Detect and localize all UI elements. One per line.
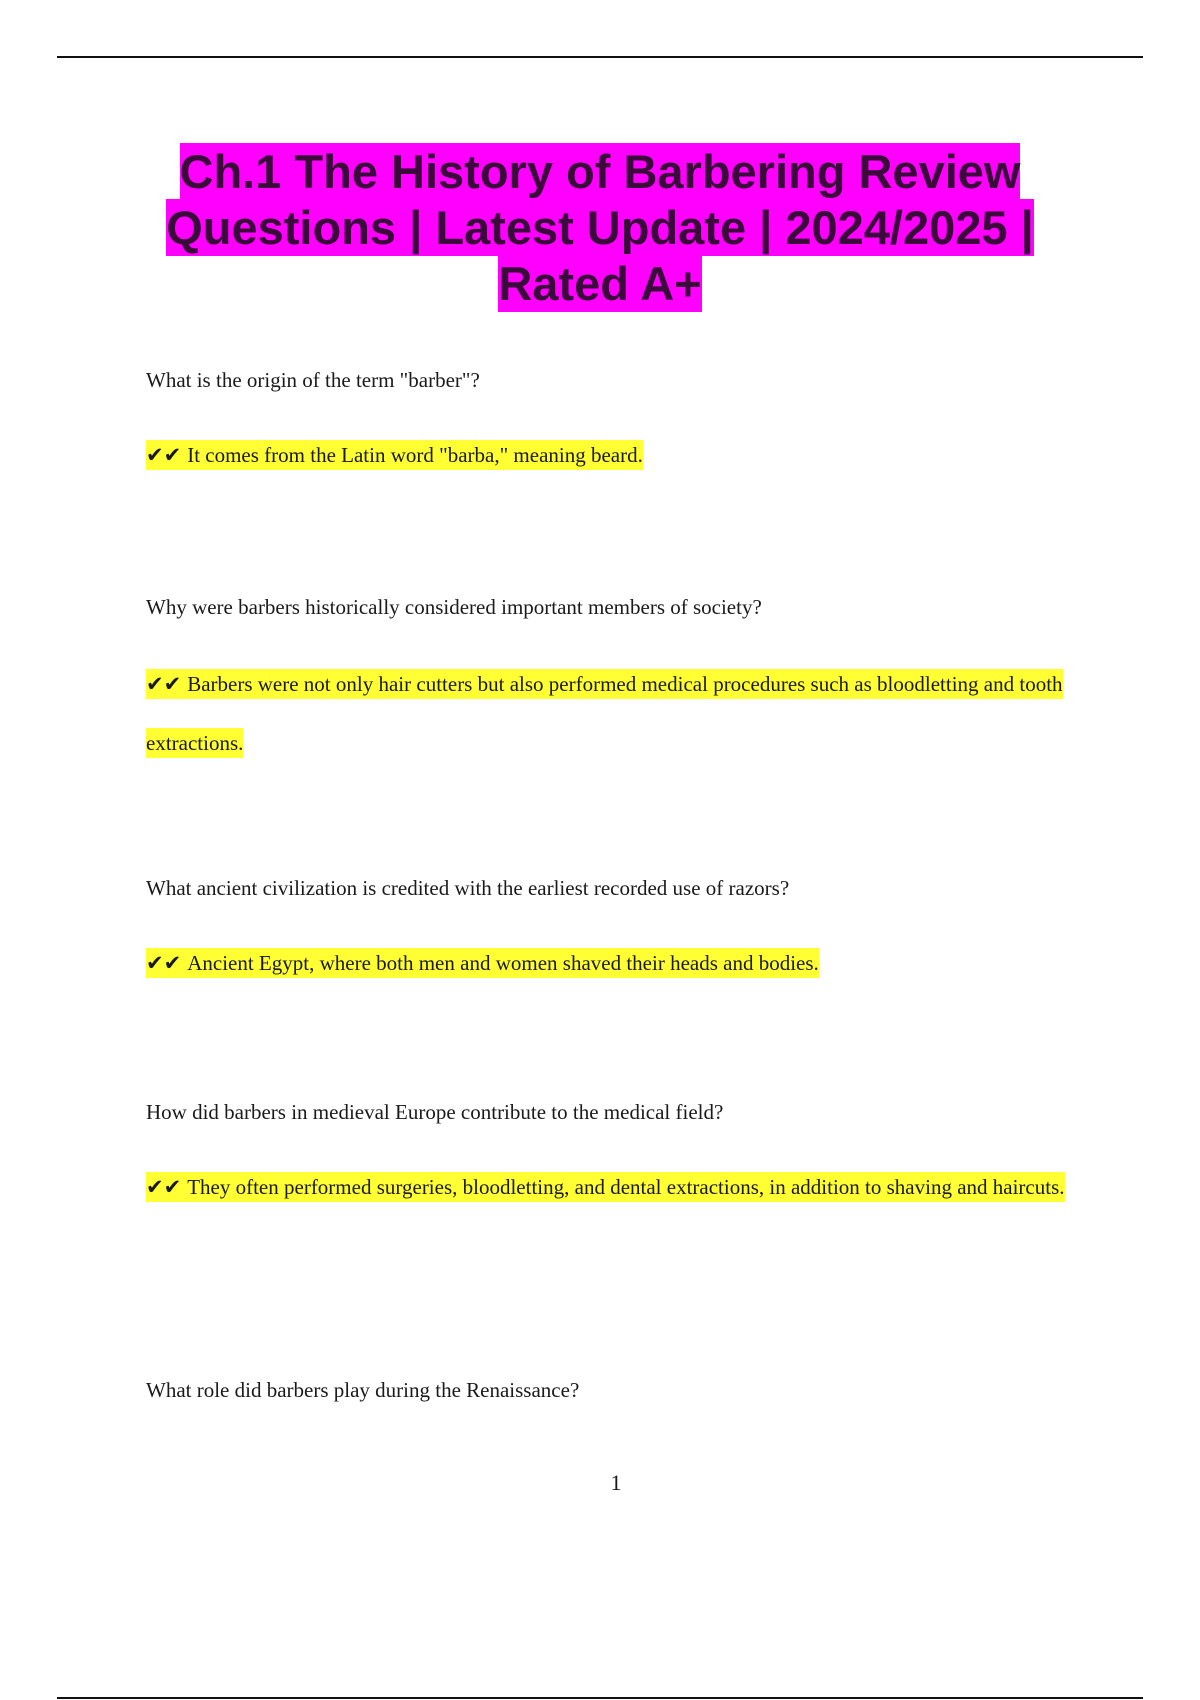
document-title — [100, 144, 1100, 312]
answer-1 — [146, 426, 1106, 485]
answer-3 — [146, 934, 1106, 993]
qa-item-5 — [146, 1375, 1106, 1405]
double-check-icon: ✔✔ — [146, 672, 182, 696]
answer-highlight — [146, 948, 819, 978]
double-check-icon: ✔✔ — [146, 443, 182, 467]
question-5: What role did barbers play during the Renaissance? — [146, 1378, 580, 1402]
header-rule — [57, 56, 1143, 58]
question-2: Why were barbers historically considered important members of society? — [146, 595, 762, 619]
qa-item-4 — [146, 1097, 1106, 1217]
answer-text: It comes from the Latin word "barba," meaning beard. — [187, 443, 643, 467]
answer-highlight — [146, 669, 1063, 758]
answer-4 — [146, 1158, 1106, 1217]
qa-item-3 — [146, 873, 1106, 993]
double-check-icon: ✔✔ — [146, 951, 182, 975]
question-3: What ancient civilization is credited with the earliest recorded use of razors? — [146, 876, 790, 900]
answer-text: They often performed surgeries, bloodletting, and dental extractions, in addition to shaving and haircuts. — [187, 1175, 1065, 1199]
qa-item-2 — [146, 592, 1106, 773]
qa-item-1 — [146, 365, 1106, 485]
answer-highlight — [146, 1172, 1065, 1202]
answer-2 — [146, 655, 1106, 773]
answer-text: Barbers were not only hair cutters but also performed medical procedures such as bloodletting and tooth extractions. — [146, 672, 1063, 755]
question-4: How did barbers in medieval Europe contribute to the medical field? — [146, 1100, 724, 1124]
answer-highlight — [146, 440, 643, 470]
footer-rule — [57, 1697, 1143, 1699]
title-highlight: Ch.1 The History of Barbering Review Questions | Latest Update | 2024/2025 | Rated A+ — [166, 145, 1034, 310]
question-1: What is the origin of the term "barber"? — [146, 368, 480, 392]
page-number: 1 — [610, 1470, 622, 1495]
answer-text: Ancient Egypt, where both men and women shaved their heads and bodies. — [187, 951, 819, 975]
double-check-icon: ✔✔ — [146, 1175, 182, 1199]
